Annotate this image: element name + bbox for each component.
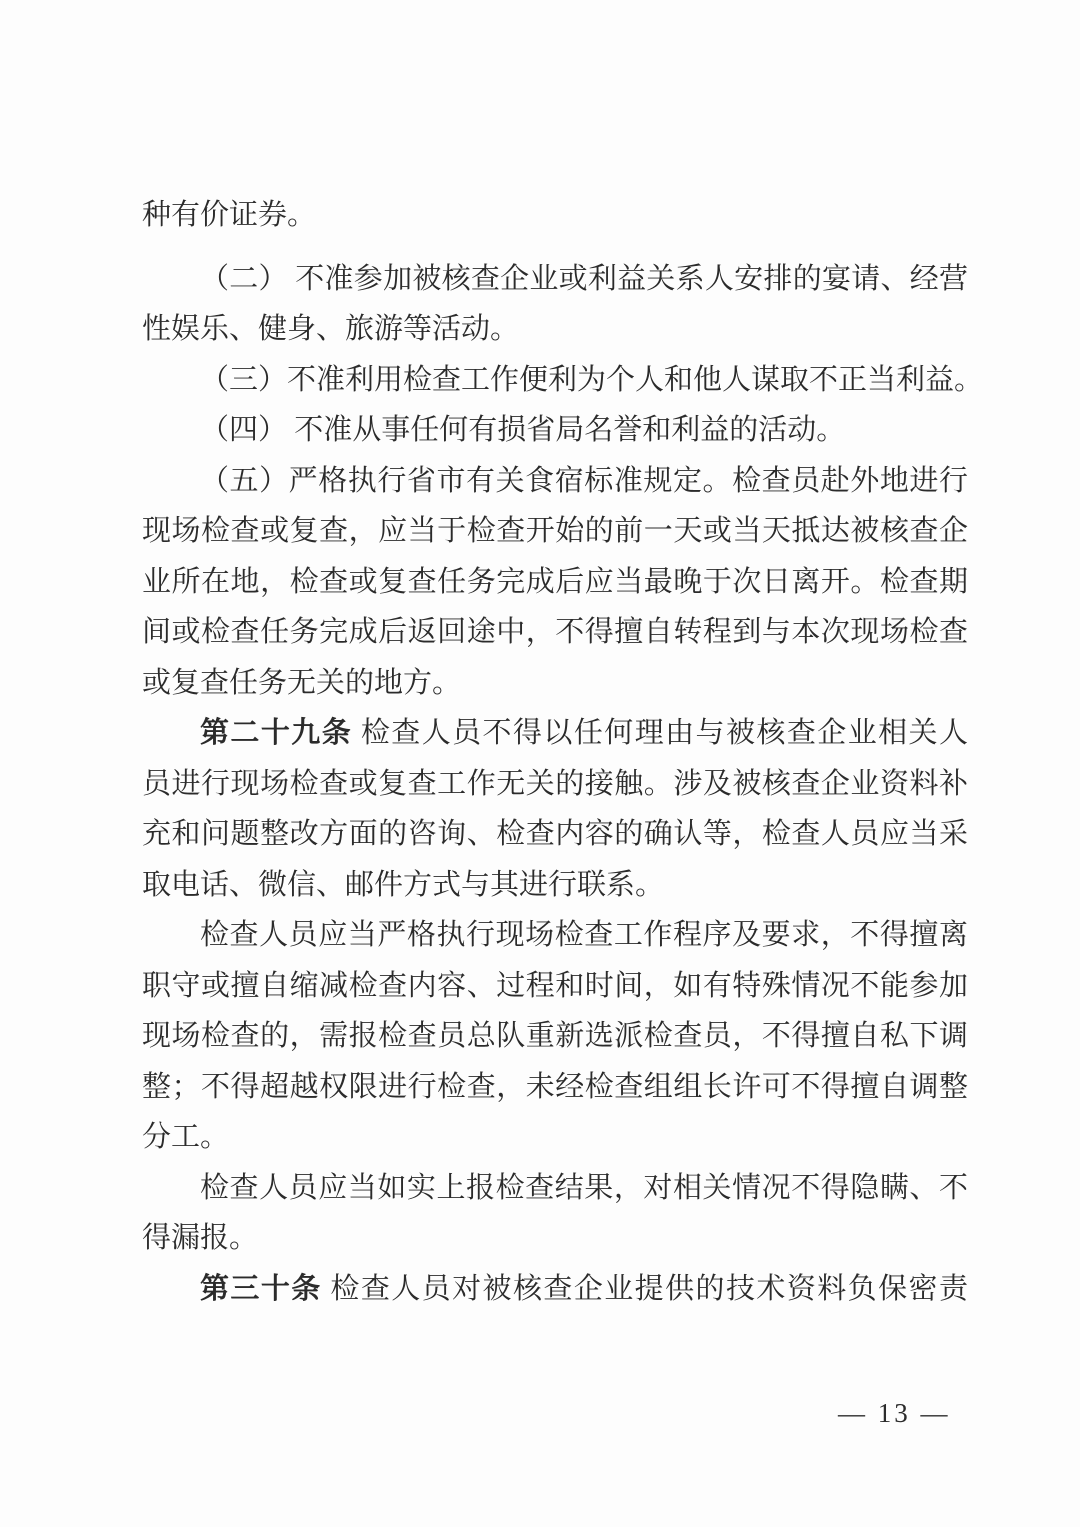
text-line: 整；不得超越权限进行检查，未经检查组组长许可不得擅自调整 [142, 1070, 968, 1103]
text-line: 种有价证券。 [142, 199, 317, 231]
text-line: 现场检查的，需报检查员总队重新选派检查员，不得擅自私下调 [142, 1020, 968, 1052]
text-line: 性娱乐、健身、旅游等活动。 [142, 313, 520, 345]
text-line: （三）不准利用检查工作便利为个人和他人谋取不正当利益。 [200, 363, 984, 396]
text-line: 得漏报。 [142, 1222, 259, 1254]
article-number: 第二十九条 [200, 717, 353, 749]
text-line: （二） 不准参加被核查企业或利益关系人安排的宴请、经营 [200, 262, 968, 295]
article-heading-line: 第三十条 检查人员对被核查企业提供的技术资料负保密责 [200, 1272, 968, 1305]
text-line: （四） 不准从事任何有损省局名誉和利益的活动。 [200, 414, 846, 446]
article-heading-line: 第二十九条 检查人员不得以任何理由与被核查企业相关人 [200, 717, 968, 749]
text-line: （五）严格执行省市有关食宿标准规定。检查员赴外地进行 [200, 464, 968, 497]
document-body [142, 190, 984, 1314]
text-line: 业所在地，检查或复查任务完成后应当最晚于次日离开。检查期 [142, 565, 968, 598]
text-line: 检查人员应当如实上报检查结果，对相关情况不得隐瞒、不 [200, 1171, 968, 1204]
article-number: 第三十条 [200, 1272, 322, 1305]
text-line: 分工。 [142, 1121, 230, 1153]
text-line: 或复查任务无关的地方。 [142, 666, 462, 699]
text-line: 取电话、微信、邮件方式与其进行联系。 [142, 868, 665, 901]
text-line: 检查人员应当严格执行现场检查工作程序及要求，不得擅离 [200, 919, 968, 951]
text-line: 充和问题整改方面的咨询、检查内容的确认等，检查人员应当采 [142, 818, 968, 850]
text-line: 间或检查任务完成后返回途中，不得擅自转程到与本次现场检查 [142, 616, 968, 648]
text-line: 现场检查或复查，应当于检查开始的前一天或当天抵达被核查企 [142, 515, 968, 547]
text-line: 员进行现场检查或复查工作无关的接触。涉及被核查企业资料补 [142, 767, 968, 800]
page-number: — 13 — [838, 1398, 951, 1428]
text-line: 职守或擅自缩减检查内容、过程和时间，如有特殊情况不能参加 [142, 969, 968, 1002]
